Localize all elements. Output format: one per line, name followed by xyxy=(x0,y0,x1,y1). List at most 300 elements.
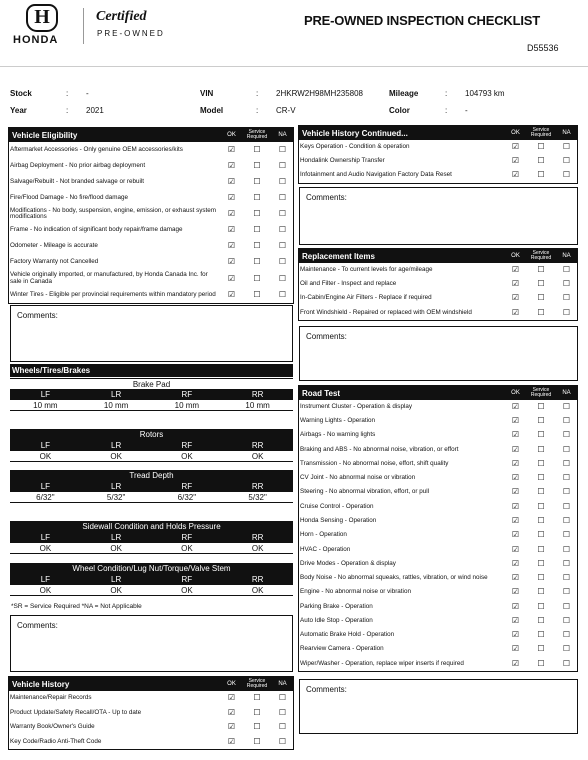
na-checkbox[interactable]: ☐ xyxy=(562,644,571,654)
ok-checkbox[interactable]: ☑ xyxy=(227,722,236,731)
na-checkbox[interactable]: ☐ xyxy=(562,558,571,568)
position-label: LF xyxy=(10,574,81,585)
na-checkbox[interactable]: ☐ xyxy=(562,487,571,497)
ok-checkbox[interactable]: ☑ xyxy=(511,401,520,411)
checklist-item-label: Instrument Cluster - Operation & display xyxy=(300,402,412,410)
service-required-checkbox[interactable]: ☐ xyxy=(253,144,261,154)
brake-pad-table xyxy=(10,378,293,411)
measurement-value: 10 mm xyxy=(10,400,81,411)
position-label: LR xyxy=(81,389,152,400)
checklist-row xyxy=(299,277,577,291)
checklist-row xyxy=(299,429,577,443)
checklist-row xyxy=(299,400,577,414)
checklist-row xyxy=(9,206,293,222)
na-checkbox[interactable]: ☐ xyxy=(562,279,571,289)
measurement-value: OK xyxy=(152,451,223,462)
service-required-column-header: Service Required xyxy=(530,387,552,398)
ok-column-header: OK xyxy=(511,253,520,259)
position-label: RR xyxy=(222,574,293,585)
position-header-row xyxy=(10,574,293,585)
ok-checkbox[interactable]: ☑ xyxy=(227,289,236,299)
ok-checkbox[interactable]: ☑ xyxy=(227,257,236,267)
service-required-checkbox[interactable]: ☐ xyxy=(253,736,261,746)
measurement-value: OK xyxy=(152,585,223,596)
na-column-header: NA xyxy=(278,681,287,687)
checklist-row xyxy=(9,142,293,158)
service-required-checkbox[interactable]: ☐ xyxy=(253,160,261,170)
ok-checkbox[interactable]: ☑ xyxy=(227,176,236,186)
checklist-item-label: Key Code/Radio Anti-Theft Code xyxy=(10,737,102,745)
position-label: LF xyxy=(10,532,81,543)
position-label: LR xyxy=(81,440,152,451)
service-required-checkbox[interactable]: ☐ xyxy=(253,707,261,717)
service-required-checkbox[interactable]: ☐ xyxy=(537,307,545,317)
na-column-header: NA xyxy=(278,132,287,138)
eligibility-comments-box[interactable] xyxy=(10,305,293,362)
na-checkbox[interactable]: ☐ xyxy=(562,615,571,625)
service-required-checkbox[interactable]: ☐ xyxy=(537,444,545,454)
position-label: RR xyxy=(222,481,293,492)
checklist-row xyxy=(299,486,577,500)
na-checkbox[interactable]: ☐ xyxy=(562,156,571,166)
ok-checkbox[interactable]: ☑ xyxy=(511,293,520,303)
service-required-checkbox[interactable]: ☐ xyxy=(253,241,261,251)
checklist-row xyxy=(299,457,577,471)
na-checkbox[interactable]: ☐ xyxy=(278,225,287,235)
wheel-table-title: Rotors xyxy=(10,429,293,440)
checklist-item-label: Wiper/Washer - Operation, replace wiper inserts if required xyxy=(300,659,464,667)
na-checkbox[interactable]: ☐ xyxy=(562,601,571,611)
checklist-item-label: Keys Operation - Condition & operation xyxy=(300,142,410,150)
checklist-item-label: CV Joint - No abnormal noise or vibration xyxy=(300,474,416,482)
ok-checkbox[interactable]: ☑ xyxy=(227,707,236,717)
ok-checkbox[interactable]: ☑ xyxy=(511,307,520,317)
position-label: RF xyxy=(152,440,223,451)
service-required-checkbox[interactable]: ☐ xyxy=(537,141,545,151)
na-checkbox[interactable]: ☐ xyxy=(562,530,571,540)
checklist-item-label: Winter Tires - Eligible per provincial requirements within mandatory period xyxy=(10,290,216,298)
service-required-checkbox[interactable]: ☐ xyxy=(537,544,545,554)
service-required-checkbox[interactable]: ☐ xyxy=(537,658,545,668)
position-label: LF xyxy=(10,481,81,492)
position-header-row xyxy=(10,532,293,543)
checklist-item-label: Auto Idle Stop - Operation xyxy=(300,616,373,624)
checklist-item-label: Horn - Operation xyxy=(300,531,347,539)
na-checkbox[interactable]: ☐ xyxy=(562,658,571,668)
ok-checkbox[interactable]: ☑ xyxy=(511,530,520,540)
checklist-row xyxy=(299,443,577,457)
year-sep: : xyxy=(66,106,69,115)
color-label: Color xyxy=(389,106,410,115)
na-checkbox[interactable]: ☐ xyxy=(562,416,571,426)
measurement-value: 6/32" xyxy=(152,492,223,503)
checklist-item-label: Maintenance/Repair Records xyxy=(10,694,92,701)
service-required-checkbox[interactable]: ☐ xyxy=(537,530,545,540)
na-checkbox[interactable]: ☐ xyxy=(562,430,571,440)
service-required-column-header: Service Required xyxy=(246,129,268,140)
na-checkbox[interactable]: ☐ xyxy=(562,587,571,597)
service-required-checkbox[interactable]: ☐ xyxy=(537,601,545,611)
ok-checkbox[interactable]: ☑ xyxy=(511,487,520,497)
measurement-value: OK xyxy=(152,543,223,554)
position-label: RR xyxy=(222,440,293,451)
checklist-row xyxy=(299,306,577,320)
ok-checkbox[interactable]: ☑ xyxy=(511,644,520,654)
sidewall-table xyxy=(10,521,293,554)
na-checkbox[interactable]: ☐ xyxy=(278,257,287,267)
honda-wordmark: HONDA xyxy=(13,34,59,46)
checklist-item-label: Engine - No abnormal noise or vibration xyxy=(300,588,411,596)
checklist-item-label: Vehicle originally imported, or manufactured, by Honda Canada Inc. for sale in Canada xyxy=(10,271,208,285)
ok-column-header: OK xyxy=(511,130,520,136)
position-header-row xyxy=(10,389,293,400)
ok-checkbox[interactable]: ☑ xyxy=(511,279,520,289)
checklist-row xyxy=(299,263,577,277)
position-header-row xyxy=(10,481,293,492)
na-checkbox[interactable]: ☐ xyxy=(278,241,287,251)
service-required-checkbox[interactable]: ☐ xyxy=(537,279,545,289)
measurement-value: OK xyxy=(81,585,152,596)
ok-checkbox[interactable]: ☑ xyxy=(227,736,236,746)
stock-label: Stock xyxy=(10,89,32,98)
measurement-value: OK xyxy=(10,543,81,554)
year-label: Year xyxy=(10,106,27,115)
checklist-item-label: Salvage/Rebuilt - Not branded salvage or rebuilt xyxy=(10,177,145,185)
service-required-checkbox[interactable]: ☐ xyxy=(253,176,261,186)
measurement-value: 5/32" xyxy=(222,492,293,503)
ok-checkbox[interactable]: ☑ xyxy=(511,156,520,166)
na-checkbox[interactable]: ☐ xyxy=(562,473,571,483)
checklist-item-label: Oil and Filter - Inspect and replace xyxy=(300,280,397,288)
wheel-condition-table xyxy=(10,563,293,596)
na-checkbox[interactable]: ☐ xyxy=(562,401,571,411)
checklist-item-label: Product Update/Safety Recall/OTA - Up to date xyxy=(10,708,142,716)
service-required-checkbox[interactable]: ☐ xyxy=(253,722,261,731)
position-label: RF xyxy=(152,532,223,543)
checklist-item-label: Automatic Brake Hold - Operation xyxy=(300,631,395,639)
checklist-row xyxy=(299,571,577,585)
service-required-checkbox[interactable]: ☐ xyxy=(253,193,261,203)
measurement-value: OK xyxy=(81,451,152,462)
wheel-table-title: Wheel Condition/Lug Nut/Torque/Valve Stem xyxy=(10,563,293,574)
checklist-row xyxy=(299,614,577,628)
replacement-comments-box[interactable] xyxy=(299,326,578,381)
value-row xyxy=(10,585,293,596)
checklist-item-label: In-Cabin/Engine Air Filters - Replace if required xyxy=(300,294,432,302)
ok-checkbox[interactable]: ☑ xyxy=(511,558,520,568)
position-label: RF xyxy=(152,389,223,400)
position-label: LF xyxy=(10,389,81,400)
na-checkbox[interactable]: ☐ xyxy=(278,160,287,170)
na-column-header: NA xyxy=(562,253,571,259)
color-sep: : xyxy=(445,106,448,115)
section-header xyxy=(299,126,577,140)
section-header xyxy=(9,128,293,142)
measurement-value: OK xyxy=(10,585,81,596)
checklist-row xyxy=(299,154,577,168)
checklist-item-label: Factory Warranty not Cancelled xyxy=(10,258,99,266)
service-required-column-header: Service Required xyxy=(530,250,552,261)
wheels-comments-box[interactable] xyxy=(10,615,293,672)
legend-note: *SR = Service Required *NA = Not Applicable xyxy=(11,603,142,610)
checklist-row xyxy=(9,158,293,174)
ok-checkbox[interactable]: ☑ xyxy=(511,170,520,180)
certified-label: Certified xyxy=(96,9,147,24)
service-required-column-header: Service Required xyxy=(530,127,552,138)
position-header-row xyxy=(10,440,293,451)
service-required-checkbox[interactable]: ☐ xyxy=(537,430,545,440)
value-row xyxy=(10,400,293,411)
ok-checkbox[interactable]: ☑ xyxy=(511,573,520,583)
mileage-value: 104793 km xyxy=(465,89,505,98)
preowned-label: PRE-OWNED xyxy=(97,29,165,38)
stock-sep: : xyxy=(66,89,69,98)
checklist-row xyxy=(299,628,577,642)
measurement-value: 10 mm xyxy=(222,400,293,411)
position-label: RF xyxy=(152,574,223,585)
comments-label: Comments: xyxy=(17,311,58,320)
ok-checkbox[interactable]: ☑ xyxy=(511,430,520,440)
service-required-checkbox[interactable]: ☐ xyxy=(253,273,261,283)
checklist-item-label: Infotainment and Audio Navigation Factory Data Reset xyxy=(300,171,452,179)
measurement-value: 5/32" xyxy=(81,492,152,503)
section-title: Vehicle Eligibility xyxy=(12,130,78,140)
na-checkbox[interactable]: ☐ xyxy=(562,458,571,468)
logo-divider xyxy=(83,8,84,44)
checklist-row xyxy=(299,414,577,428)
checklist-item-label: Warranty Book/Owner's Guide xyxy=(10,723,95,730)
color-value: - xyxy=(465,106,468,115)
stock-value: - xyxy=(86,89,89,98)
checklist-item-label: Honda Sensing - Operation xyxy=(300,517,377,524)
checklist-item-label: Hondalink Ownership Transfer xyxy=(300,157,385,165)
na-checkbox[interactable]: ☐ xyxy=(278,176,287,186)
wheel-table-title: Tread Depth xyxy=(10,470,293,481)
ok-checkbox[interactable]: ☑ xyxy=(511,658,520,668)
position-label: LR xyxy=(81,481,152,492)
service-required-checkbox[interactable]: ☐ xyxy=(253,693,261,702)
service-required-checkbox[interactable]: ☐ xyxy=(537,156,545,166)
checklist-row xyxy=(299,500,577,514)
na-checkbox[interactable]: ☐ xyxy=(562,170,571,180)
value-row xyxy=(10,492,293,503)
service-required-checkbox[interactable]: ☐ xyxy=(537,170,545,180)
na-checkbox[interactable]: ☐ xyxy=(562,501,571,511)
position-label: RR xyxy=(222,389,293,400)
service-required-column-header: Service Required xyxy=(246,678,268,689)
ok-checkbox[interactable]: ☑ xyxy=(227,693,236,702)
ok-checkbox[interactable]: ☑ xyxy=(511,141,520,151)
service-required-checkbox[interactable]: ☐ xyxy=(537,573,545,583)
checklist-row xyxy=(299,292,577,306)
ok-checkbox[interactable]: ☑ xyxy=(227,209,236,219)
service-required-checkbox[interactable]: ☐ xyxy=(253,209,261,219)
na-checkbox[interactable]: ☐ xyxy=(278,289,287,299)
ok-checkbox[interactable]: ☑ xyxy=(227,241,236,251)
ok-checkbox[interactable]: ☑ xyxy=(511,458,520,468)
header-divider xyxy=(0,66,588,67)
ok-checkbox[interactable]: ☑ xyxy=(511,516,520,525)
ok-checkbox[interactable]: ☑ xyxy=(511,501,520,511)
service-required-checkbox[interactable]: ☐ xyxy=(537,630,545,640)
position-label: LR xyxy=(81,532,152,543)
measurement-value: 10 mm xyxy=(81,400,152,411)
checklist-row xyxy=(299,543,577,557)
vehicle-history-continued-section xyxy=(298,125,578,184)
service-required-checkbox[interactable]: ☐ xyxy=(537,416,545,426)
comments-label: Comments: xyxy=(306,685,347,694)
service-required-checkbox[interactable]: ☐ xyxy=(537,401,545,411)
measurement-value: OK xyxy=(222,585,293,596)
wheel-table-title: Brake Pad xyxy=(10,378,293,389)
service-required-checkbox[interactable]: ☐ xyxy=(537,487,545,497)
checklist-row xyxy=(299,528,577,542)
position-label: RR xyxy=(222,532,293,543)
ok-checkbox[interactable]: ☑ xyxy=(227,160,236,170)
model-sep: : xyxy=(256,106,259,115)
ok-column-header: OK xyxy=(511,390,520,396)
ok-checkbox[interactable]: ☑ xyxy=(511,416,520,426)
history-continued-comments-box[interactable] xyxy=(299,187,578,245)
form-code: D55536 xyxy=(527,43,559,53)
vin-value: 2HKRW2H98MH235808 xyxy=(276,89,364,98)
checklist-row xyxy=(9,735,293,750)
checklist-row xyxy=(9,174,293,190)
na-checkbox[interactable]: ☐ xyxy=(278,707,287,717)
checklist-item-label: Modifications - No body, suspension, engine, emission, or exhaust system modifications xyxy=(10,206,217,221)
na-checkbox[interactable]: ☐ xyxy=(278,193,287,203)
checklist-row xyxy=(299,471,577,485)
na-checkbox[interactable]: ☐ xyxy=(278,209,287,219)
na-checkbox[interactable]: ☐ xyxy=(278,693,287,702)
na-column-header: NA xyxy=(562,130,571,136)
road-test-comments-box[interactable] xyxy=(299,679,578,734)
ok-checkbox[interactable]: ☑ xyxy=(511,444,520,454)
service-required-checkbox[interactable]: ☐ xyxy=(537,501,545,511)
section-title: Replacement Items xyxy=(302,251,375,261)
ok-checkbox[interactable]: ☑ xyxy=(227,144,236,154)
checklist-row xyxy=(299,585,577,599)
na-checkbox[interactable]: ☐ xyxy=(562,444,571,454)
na-checkbox[interactable]: ☐ xyxy=(562,573,571,583)
checklist-item-label: Body Noise - No abnormal squeaks, rattles, vibration, or wind noise xyxy=(300,574,488,582)
service-required-checkbox[interactable]: ☐ xyxy=(537,587,545,597)
checklist-item-label: Airbag Deployment - No prior airbag deployment xyxy=(10,161,146,169)
position-label: LR xyxy=(81,574,152,585)
checklist-item-label: Airbags - No warning lights xyxy=(300,431,376,439)
value-row xyxy=(10,451,293,462)
comments-label: Comments: xyxy=(306,332,347,341)
service-required-checkbox[interactable]: ☐ xyxy=(537,615,545,625)
measurement-value: 10 mm xyxy=(152,400,223,411)
service-required-checkbox[interactable]: ☐ xyxy=(537,516,545,525)
na-checkbox[interactable]: ☐ xyxy=(278,722,287,731)
checklist-item-label: Steering - No abnormal vibration, effort, or pull xyxy=(300,488,430,496)
ok-checkbox[interactable]: ☑ xyxy=(511,615,520,625)
na-checkbox[interactable]: ☐ xyxy=(562,293,571,303)
ok-checkbox[interactable]: ☑ xyxy=(511,601,520,611)
checklist-item-label: HVAC - Operation xyxy=(300,545,351,553)
checklist-item-label: Rearview Camera - Operation xyxy=(300,645,384,653)
checklist-row xyxy=(299,169,577,183)
na-checkbox[interactable]: ☐ xyxy=(562,264,571,274)
na-checkbox[interactable]: ☐ xyxy=(278,273,287,283)
service-required-checkbox[interactable]: ☐ xyxy=(537,473,545,483)
service-required-checkbox[interactable]: ☐ xyxy=(253,257,261,267)
ok-checkbox[interactable]: ☑ xyxy=(511,473,520,483)
checklist-row xyxy=(9,222,293,238)
checklist-item-label: Odometer - Mileage is accurate xyxy=(10,242,98,250)
tread-depth-table xyxy=(10,470,293,503)
ok-checkbox[interactable]: ☑ xyxy=(511,544,520,554)
section-title: Vehicle History xyxy=(12,679,70,689)
position-label: LF xyxy=(10,440,81,451)
measurement-value: OK xyxy=(81,543,152,554)
na-checkbox[interactable]: ☐ xyxy=(562,141,571,151)
service-required-checkbox[interactable]: ☐ xyxy=(537,558,545,568)
checklist-row xyxy=(9,190,293,206)
checklist-row xyxy=(9,271,293,287)
checklist-item-label: Frame - No indication of significant body repair/frame damage xyxy=(10,226,183,234)
replacement-items-section xyxy=(298,248,578,321)
ok-column-header: OK xyxy=(227,132,236,138)
ok-checkbox[interactable]: ☑ xyxy=(227,225,236,235)
service-required-checkbox[interactable]: ☐ xyxy=(537,293,545,303)
checklist-row xyxy=(299,557,577,571)
service-required-checkbox[interactable]: ☐ xyxy=(537,458,545,468)
road-test-section xyxy=(298,385,578,672)
checklist-row xyxy=(299,514,577,528)
service-required-checkbox[interactable]: ☐ xyxy=(537,264,545,274)
checklist-item-label: Parking Brake - Operation xyxy=(300,602,373,610)
na-checkbox[interactable]: ☐ xyxy=(562,630,571,640)
honda-logo-mark: H xyxy=(26,4,58,32)
checklist-row xyxy=(9,255,293,271)
ok-checkbox[interactable]: ☑ xyxy=(511,264,520,274)
checklist-item-label: Front Windshield - Repaired or replaced with OEM windshield xyxy=(300,308,472,316)
wheels-section-header: Wheels/Tires/Brakes xyxy=(10,364,293,377)
ok-checkbox[interactable]: ☑ xyxy=(227,193,236,203)
ok-checkbox[interactable]: ☑ xyxy=(511,630,520,640)
model-value: CR-V xyxy=(276,106,296,115)
position-label: RF xyxy=(152,481,223,492)
checklist-item-label: Fire/Flood Damage - No fire/flood damage xyxy=(10,194,128,202)
na-checkbox[interactable]: ☐ xyxy=(278,736,287,746)
service-required-checkbox[interactable]: ☐ xyxy=(537,644,545,654)
service-required-checkbox[interactable]: ☐ xyxy=(253,225,261,235)
checklist-item-label: Maintenance - To current levels for age/mileage xyxy=(300,265,433,273)
na-checkbox[interactable]: ☐ xyxy=(562,516,571,525)
checklist-row xyxy=(299,600,577,614)
checklist-item-label: Drive Modes - Operation & display xyxy=(300,559,396,567)
na-checkbox[interactable]: ☐ xyxy=(562,544,571,554)
model-label: Model xyxy=(200,106,224,115)
service-required-checkbox[interactable]: ☐ xyxy=(253,289,261,299)
checklist-row xyxy=(9,720,293,735)
measurement-value: OK xyxy=(222,451,293,462)
checklist-item-label: Transmission - No abnormal noise, effort, shift quality xyxy=(300,459,449,467)
mileage-label: Mileage xyxy=(389,89,419,98)
measurement-value: 6/32" xyxy=(10,492,81,503)
na-checkbox[interactable]: ☐ xyxy=(278,144,287,154)
checklist-row xyxy=(299,657,577,671)
ok-checkbox[interactable]: ☑ xyxy=(227,273,236,283)
ok-checkbox[interactable]: ☑ xyxy=(511,587,520,597)
na-checkbox[interactable]: ☐ xyxy=(562,307,571,317)
checklist-item-label: Warning Lights - Operation xyxy=(300,417,376,425)
checklist-row xyxy=(9,287,293,303)
year-value: 2021 xyxy=(86,106,104,115)
